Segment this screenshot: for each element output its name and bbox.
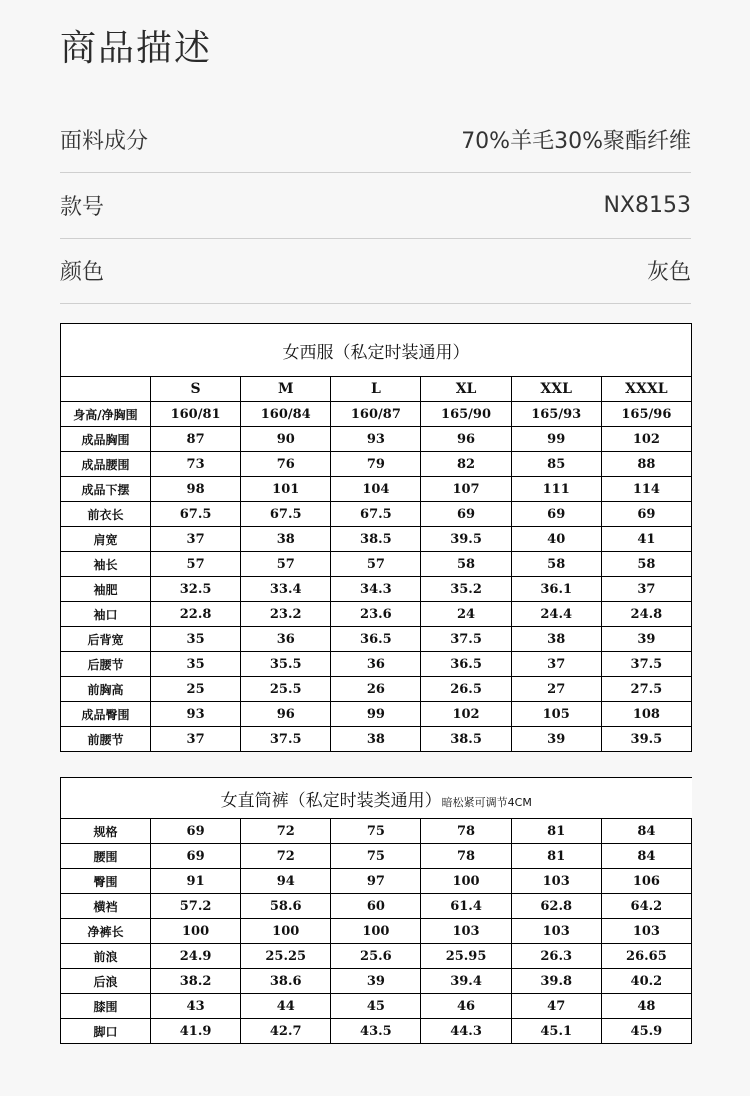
size-header-cell: L — [331, 377, 421, 402]
table-cell: 111 — [511, 477, 601, 502]
table-cell: 41 — [601, 527, 691, 552]
table-cell: 45.1 — [511, 1019, 601, 1044]
size-header-cell: XXXL — [601, 377, 691, 402]
size-header-cell: XXL — [511, 377, 601, 402]
pants-table-title — [61, 778, 692, 819]
table-cell: 26.65 — [601, 944, 691, 969]
pants-title-note: 暗松紧可调节4CM — [441, 795, 532, 809]
table-cell: 67.5 — [241, 502, 331, 527]
table-row — [61, 527, 692, 552]
table-cell: 35 — [151, 627, 241, 652]
table-cell: 58 — [601, 552, 691, 577]
size-header-cell: M — [241, 377, 331, 402]
table-cell: 25.6 — [331, 944, 421, 969]
table-cell: 36.5 — [421, 652, 511, 677]
table-cell: 26 — [331, 677, 421, 702]
table-cell: 38 — [511, 627, 601, 652]
table-row — [61, 844, 692, 869]
table-cell: 61.4 — [421, 894, 511, 919]
table-cell: 69 — [151, 819, 241, 844]
info-label: 款号 — [60, 195, 105, 220]
table-row — [61, 577, 692, 602]
table-cell: 102 — [601, 427, 691, 452]
table-row — [61, 819, 692, 844]
table-cell: 82 — [421, 452, 511, 477]
table-cell: 39.8 — [511, 969, 601, 994]
row-label: 前腰节 — [61, 727, 151, 752]
table-cell: 93 — [331, 427, 421, 452]
table-cell: 35 — [151, 652, 241, 677]
table-cell: 75 — [331, 844, 421, 869]
table-row — [61, 477, 692, 502]
table-cell: 160/81 — [151, 402, 241, 427]
table-cell: 100 — [331, 919, 421, 944]
table-cell: 64.2 — [601, 894, 691, 919]
table-cell: 91 — [151, 869, 241, 894]
table-row — [61, 994, 692, 1019]
table-cell: 81 — [511, 844, 601, 869]
table-cell: 69 — [421, 502, 511, 527]
size-header-corner — [61, 377, 151, 402]
table-cell: 37 — [151, 727, 241, 752]
table-cell: 105 — [511, 702, 601, 727]
table-row — [61, 969, 692, 994]
info-label: 颜色 — [60, 260, 105, 285]
table-cell: 60 — [331, 894, 421, 919]
table-cell: 165/93 — [511, 402, 601, 427]
row-label: 后背宽 — [61, 627, 151, 652]
table-cell: 69 — [151, 844, 241, 869]
table-cell: 40.2 — [601, 969, 691, 994]
pants-title-text: 女直筒裤（私定时装类通用） — [220, 790, 442, 811]
table-cell: 107 — [421, 477, 511, 502]
pants-size-table — [60, 777, 692, 1044]
table-cell: 26.3 — [511, 944, 601, 969]
table-cell: 41.9 — [151, 1019, 241, 1044]
size-header-cell: S — [151, 377, 241, 402]
table-cell: 34.3 — [331, 577, 421, 602]
row-label: 身高/净胸围 — [61, 402, 151, 427]
table-cell: 84 — [601, 819, 691, 844]
table-cell: 69 — [511, 502, 601, 527]
row-label: 规格 — [61, 819, 151, 844]
info-row-style-number — [60, 173, 691, 239]
info-row-color — [60, 238, 691, 304]
table-cell: 39.5 — [421, 527, 511, 552]
table-cell: 38 — [331, 727, 421, 752]
row-label: 成品腰围 — [61, 452, 151, 477]
table-cell: 84 — [601, 844, 691, 869]
table-cell: 75 — [331, 819, 421, 844]
table-cell: 57 — [241, 552, 331, 577]
table-cell: 37 — [601, 577, 691, 602]
row-label: 成品胸围 — [61, 427, 151, 452]
table-cell: 39.5 — [601, 727, 691, 752]
table-cell: 102 — [421, 702, 511, 727]
table-row — [61, 894, 692, 919]
table-cell: 38.5 — [331, 527, 421, 552]
table-row — [61, 652, 692, 677]
table-cell: 39 — [601, 627, 691, 652]
table-cell: 45.9 — [601, 1019, 691, 1044]
table-cell: 90 — [241, 427, 331, 452]
table-cell: 97 — [331, 869, 421, 894]
table-cell: 33.4 — [241, 577, 331, 602]
size-header-cell: XL — [421, 377, 511, 402]
row-label: 袖口 — [61, 602, 151, 627]
table-row — [61, 677, 692, 702]
table-cell: 72 — [241, 844, 331, 869]
table-cell: 160/84 — [241, 402, 331, 427]
table-cell: 67.5 — [151, 502, 241, 527]
table-cell: 47 — [511, 994, 601, 1019]
table-row — [61, 919, 692, 944]
table-cell: 114 — [601, 477, 691, 502]
table-cell: 103 — [511, 869, 601, 894]
table-cell: 44 — [241, 994, 331, 1019]
table-row — [61, 869, 692, 894]
table-cell: 98 — [151, 477, 241, 502]
table-row — [61, 702, 692, 727]
table-cell: 25.95 — [421, 944, 511, 969]
table-row — [61, 552, 692, 577]
table-cell: 165/90 — [421, 402, 511, 427]
table-cell: 37 — [511, 652, 601, 677]
table-cell: 87 — [151, 427, 241, 452]
table-cell: 100 — [241, 919, 331, 944]
row-label: 横裆 — [61, 894, 151, 919]
table-cell: 69 — [601, 502, 691, 527]
table-cell: 24 — [421, 602, 511, 627]
table-cell: 100 — [421, 869, 511, 894]
info-value: 70%羊毛30%聚酯纤维 — [461, 129, 691, 154]
table-cell: 46 — [421, 994, 511, 1019]
table-row — [61, 402, 692, 427]
row-label: 臀围 — [61, 869, 151, 894]
table-cell: 78 — [421, 844, 511, 869]
row-label: 后浪 — [61, 969, 151, 994]
table-cell: 62.8 — [511, 894, 601, 919]
jacket-table-title: 女西服（私定时装通用） — [61, 324, 692, 377]
table-row — [61, 944, 692, 969]
table-cell: 36 — [331, 652, 421, 677]
table-cell: 27.5 — [601, 677, 691, 702]
row-label: 成品下摆 — [61, 477, 151, 502]
table-cell: 103 — [511, 919, 601, 944]
row-label: 袖肥 — [61, 577, 151, 602]
table-cell: 22.8 — [151, 602, 241, 627]
jacket-size-table — [60, 323, 692, 752]
table-cell: 58 — [421, 552, 511, 577]
table-cell: 35.2 — [421, 577, 511, 602]
table-cell: 39.4 — [421, 969, 511, 994]
table-cell: 99 — [331, 702, 421, 727]
table-cell: 57 — [151, 552, 241, 577]
table-cell: 37.5 — [601, 652, 691, 677]
table-row — [61, 502, 692, 527]
table-cell: 38 — [241, 527, 331, 552]
table-cell: 24.8 — [601, 602, 691, 627]
table-cell: 67.5 — [331, 502, 421, 527]
table-cell: 24.9 — [151, 944, 241, 969]
row-label: 后腰节 — [61, 652, 151, 677]
table-cell: 38.2 — [151, 969, 241, 994]
size-header-row — [61, 377, 692, 402]
table-cell: 38.6 — [241, 969, 331, 994]
table-cell: 35.5 — [241, 652, 331, 677]
info-label: 面料成分 — [60, 129, 149, 154]
table-cell: 99 — [511, 427, 601, 452]
table-cell: 58 — [511, 552, 601, 577]
table-cell: 36.1 — [511, 577, 601, 602]
table-cell: 72 — [241, 819, 331, 844]
table-row — [61, 602, 692, 627]
row-label: 脚口 — [61, 1019, 151, 1044]
row-label: 前衣长 — [61, 502, 151, 527]
table-cell: 85 — [511, 452, 601, 477]
table-cell: 96 — [241, 702, 331, 727]
table-row — [61, 452, 692, 477]
table-cell: 26.5 — [421, 677, 511, 702]
table-cell: 38.5 — [421, 727, 511, 752]
info-value: NX8153 — [603, 193, 691, 218]
table-cell: 23.6 — [331, 602, 421, 627]
table-cell: 37.5 — [421, 627, 511, 652]
table-cell: 76 — [241, 452, 331, 477]
table-cell: 25 — [151, 677, 241, 702]
row-label: 肩宽 — [61, 527, 151, 552]
table-cell: 43 — [151, 994, 241, 1019]
table-cell: 108 — [601, 702, 691, 727]
table-cell: 23.2 — [241, 602, 331, 627]
row-label: 腰围 — [61, 844, 151, 869]
table-cell: 24.4 — [511, 602, 601, 627]
table-cell: 36.5 — [331, 627, 421, 652]
table-cell: 37.5 — [241, 727, 331, 752]
table-cell: 94 — [241, 869, 331, 894]
table-cell: 73 — [151, 452, 241, 477]
table-cell: 81 — [511, 819, 601, 844]
table-cell: 165/96 — [601, 402, 691, 427]
table-cell: 103 — [421, 919, 511, 944]
row-label: 前胸高 — [61, 677, 151, 702]
table-cell: 160/87 — [331, 402, 421, 427]
table-cell: 45 — [331, 994, 421, 1019]
table-cell: 88 — [601, 452, 691, 477]
table-cell: 39 — [331, 969, 421, 994]
table-cell: 43.5 — [331, 1019, 421, 1044]
page-title: 商品描述 — [60, 28, 213, 69]
table-cell: 36 — [241, 627, 331, 652]
row-label: 净裤长 — [61, 919, 151, 944]
table-cell: 58.6 — [241, 894, 331, 919]
table-cell: 25.25 — [241, 944, 331, 969]
table-cell: 103 — [601, 919, 691, 944]
table-cell: 104 — [331, 477, 421, 502]
table-cell: 37 — [151, 527, 241, 552]
table-cell: 96 — [421, 427, 511, 452]
table-cell: 93 — [151, 702, 241, 727]
row-label: 袖长 — [61, 552, 151, 577]
table-row — [61, 727, 692, 752]
table-cell: 27 — [511, 677, 601, 702]
row-label: 前浪 — [61, 944, 151, 969]
table-cell: 39 — [511, 727, 601, 752]
table-cell: 106 — [601, 869, 691, 894]
table-cell: 44.3 — [421, 1019, 511, 1044]
row-label: 膝围 — [61, 994, 151, 1019]
table-cell: 40 — [511, 527, 601, 552]
table-cell: 78 — [421, 819, 511, 844]
info-value: 灰色 — [646, 260, 691, 285]
table-cell: 32.5 — [151, 577, 241, 602]
table-row — [61, 1019, 692, 1044]
table-row — [61, 627, 692, 652]
table-cell: 25.5 — [241, 677, 331, 702]
row-label: 成品臀围 — [61, 702, 151, 727]
table-cell: 48 — [601, 994, 691, 1019]
table-row — [61, 427, 692, 452]
table-cell: 100 — [151, 919, 241, 944]
table-cell: 79 — [331, 452, 421, 477]
table-cell: 57 — [331, 552, 421, 577]
table-cell: 101 — [241, 477, 331, 502]
table-cell: 42.7 — [241, 1019, 331, 1044]
table-cell: 57.2 — [151, 894, 241, 919]
info-row-fabric — [60, 107, 691, 173]
